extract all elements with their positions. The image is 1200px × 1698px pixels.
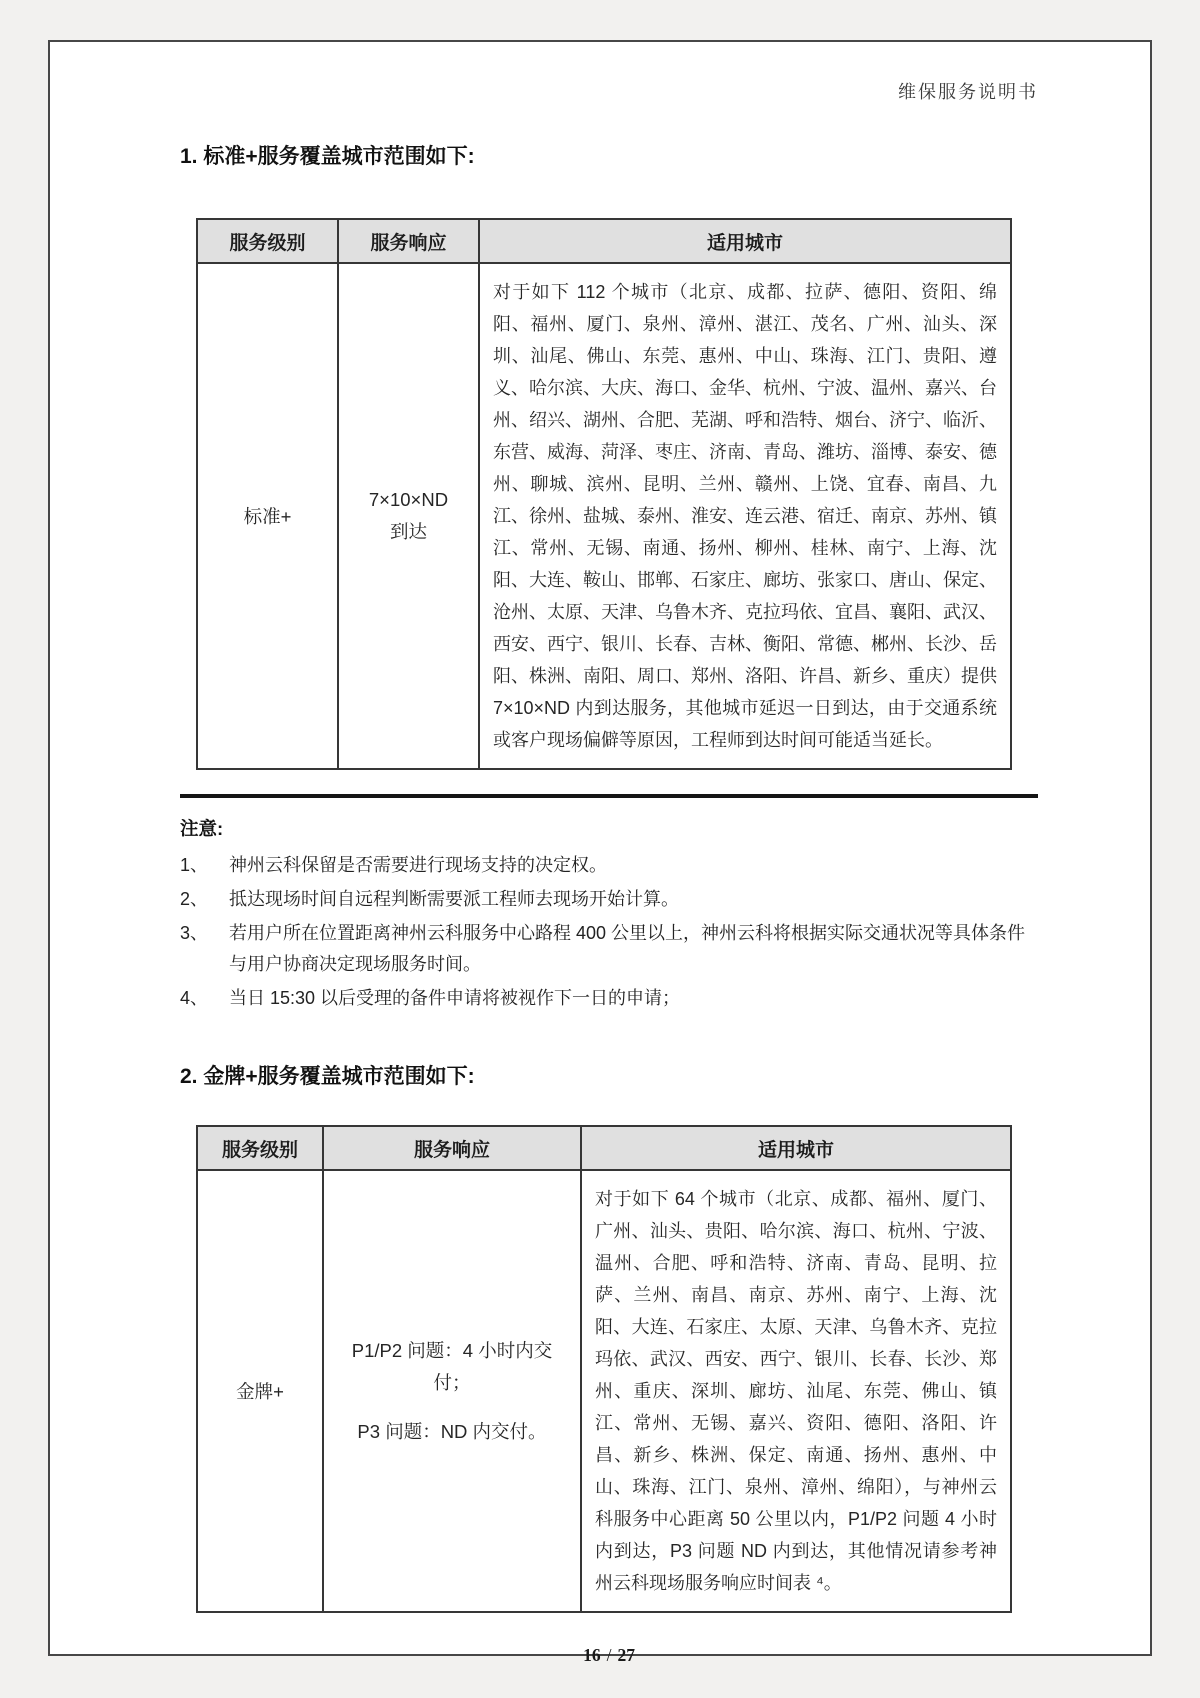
- note-number: 1、: [180, 855, 209, 875]
- note-number: 2、: [180, 889, 209, 909]
- notes-title: 注意:: [180, 818, 224, 839]
- applicable-cities-cell: 对于如下 112 个城市（北京、成都、拉萨、德阳、资阳、绵阳、福州、厦门、泉州、漳州、湛江、茂名、广州、汕头、深圳、汕尾、佛山、东莞、惠州、中山、珠海、江门、贵阳、遵义、哈尔滨、大庆、海口、金华、杭州、宁波、温州、嘉兴、台州、绍兴、湖州、合肥、芜湖、呼和浩特、烟台、济宁、临沂、东营、威海、菏泽、枣庄、济南、青岛、潍坊、淄博、泰安、德州、聊城、滨州、昆明、兰州、赣州、上饶、宜春、南昌、九江、徐州、盐城、泰州、淮安、连云港、宿迁、南京、苏州、镇江、常州、无锡、南通、扬州、柳州、桂林、南宁、上海、沈阳、大连、鞍山、邯郸、石家庄、廊坊、张家口、唐山、保定、沧州、太原、天津、乌鲁木齐、克拉玛依、宜昌、襄阳、武汉、西安、西宁、银川、长春、吉林、衡阳、常德、郴州、长沙、岳阳、株洲、南阳、周口、郑州、洛阳、许昌、新乡、重庆）提供 7×10×ND 内到达服务，其他城市延迟一日到达，由于交通系统或客户现场偏僻等原因，工程师到达时间可能适当延长。: [479, 263, 1011, 769]
- applicable-cities-cell: 对于如下 64 个城市（北京、成都、福州、厦门、广州、汕头、贵阳、哈尔滨、海口、杭州、宁波、温州、合肥、呼和浩特、济南、青岛、昆明、拉萨、兰州、南昌、南京、苏州、南宁、上海、沈阳、大连、石家庄、太原、天津、乌鲁木齐、克拉玛依、武汉、西安、西宁、银川、长春、长沙、郑州、重庆、深圳、廊坊、汕尾、东莞、佛山、镇江、常州、无锡、嘉兴、资阳、德阳、洛阳、许昌、新乡、株洲、保定、南通、扬州、惠州、中山、珠海、江门、泉州、漳州、绵阳），与神州云科服务中心距离 50 公里以内，P1/P2 问题 4 小时内到达，P3 问题 ND 内到达，其他情况请参考神州云科现场服务响应时间表 ⁴。: [581, 1170, 1011, 1612]
- table-header-row: [197, 1126, 1011, 1170]
- service-response-cell: [338, 263, 479, 769]
- column-header-service-response: 服务响应: [323, 1126, 581, 1170]
- note-item: [180, 884, 1038, 915]
- note-text: 当日 15:30 以后受理的备件申请将被视作下一日的申请；: [229, 988, 681, 1008]
- page-number: [180, 1645, 1038, 1666]
- section1-title: 1. 标准+服务覆盖城市范围如下:: [180, 145, 475, 168]
- note-item: [180, 918, 1038, 980]
- standard-service-table: [196, 218, 1012, 770]
- section2-title: 2. 金牌+服务覆盖城市范围如下:: [180, 1065, 475, 1088]
- table-header-row: [197, 219, 1011, 263]
- note-number: 4、: [180, 988, 209, 1008]
- page-sheet: [48, 40, 1152, 1665]
- note-text: 抵达现场时间自远程判断需要派工程师去现场开始计算。: [229, 889, 679, 909]
- note-item: [180, 850, 1038, 881]
- service-response-line1: 7×10×ND: [368, 489, 449, 510]
- service-level-cell: 标准+: [197, 263, 338, 769]
- doc-header-title: 维保服务说明书: [898, 82, 1038, 102]
- service-response-para1: P1/P2 问题：4 小时内交付；: [351, 1339, 553, 1393]
- service-response-line2: 到达: [389, 521, 427, 542]
- page-number-total: 27: [617, 1645, 635, 1665]
- section-divider: [180, 794, 1038, 798]
- note-text: 神州云科保留是否需要进行现场支持的决定权。: [229, 855, 607, 875]
- note-text: 若用户所在位置距离神州云科服务中心路程 400 公里以上，神州云科将根据实际交通状况等具体条件与用户协商决定现场服务时间。: [229, 923, 1026, 974]
- service-response-cell: [323, 1170, 581, 1612]
- gold-service-table: [196, 1125, 1012, 1613]
- page-number-current: 16: [583, 1645, 601, 1665]
- note-item: [180, 983, 1038, 1014]
- column-header-service-response: 服务响应: [338, 219, 479, 263]
- column-header-applicable-cities: 适用城市: [479, 219, 1011, 263]
- service-response-para2: P3 问题：ND 内交付。: [357, 1420, 547, 1442]
- column-header-service-level: 服务级别: [197, 1126, 323, 1170]
- note-number: 3、: [180, 923, 209, 943]
- page-content: [50, 42, 1150, 1666]
- service-level-cell: 金牌+: [197, 1170, 323, 1612]
- doc-header: [180, 42, 1038, 104]
- notes-list: [180, 850, 1038, 1014]
- table-row: [197, 263, 1011, 769]
- page-number-separator: /: [606, 1645, 612, 1665]
- table-row: [197, 1170, 1011, 1612]
- column-header-service-level: 服务级别: [197, 219, 338, 263]
- column-header-applicable-cities: 适用城市: [581, 1126, 1011, 1170]
